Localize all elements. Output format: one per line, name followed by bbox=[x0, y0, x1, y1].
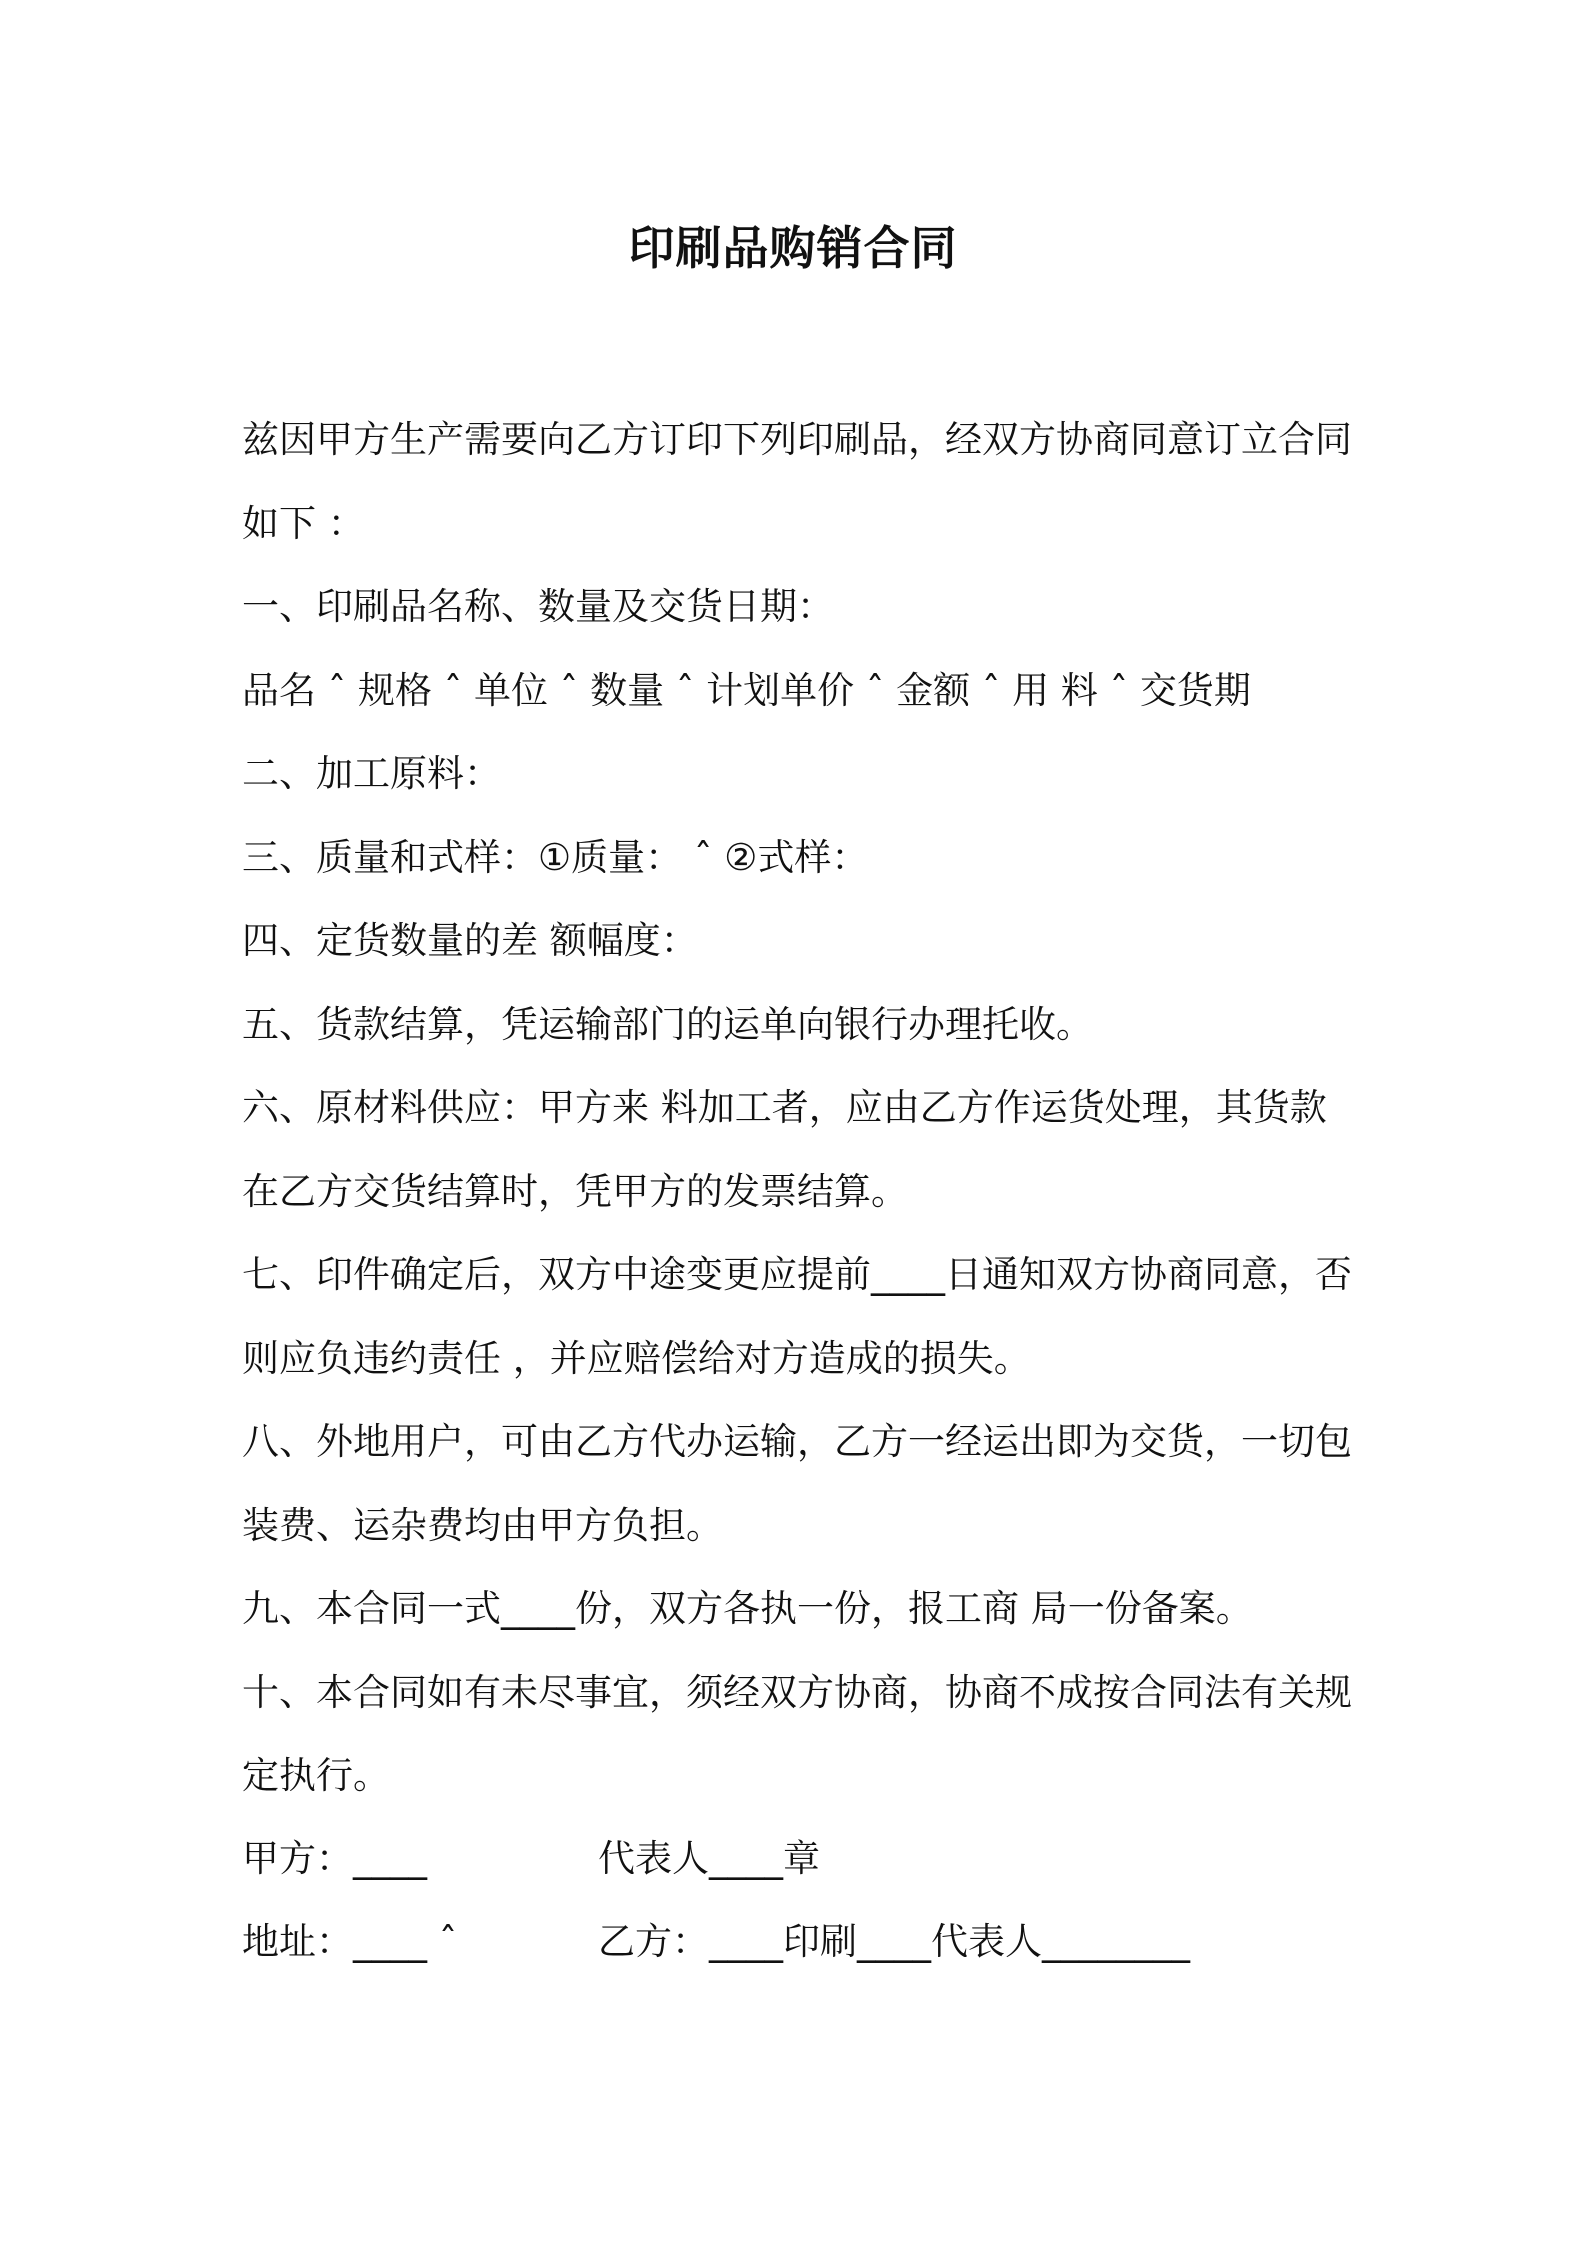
clause-4: 四、定货数量的差 额幅度： bbox=[242, 919, 698, 962]
clause-7-line-2: 则应负违约责任 ，并应赔偿给对方造成的损失。 bbox=[242, 1336, 1031, 1380]
clause-3: 三、质量和式样：①质量： ˆ ②式样： bbox=[242, 835, 869, 879]
clause-10-line-1: 十、本合同如有未尽事宜，须经双方协商，协商不成按合同法有关规 bbox=[242, 1670, 1352, 1714]
clause-1-fields: 品名 ˆ 规格 ˆ 单位 ˆ 数量 ˆ 计划单价 ˆ 金额 ˆ 用 料 ˆ 交货期 bbox=[242, 668, 1251, 712]
clause-10-line-2: 定执行。 bbox=[242, 1754, 390, 1797]
clause-9: 九、本合同一式____份，双方各执一份，报工商 局一份备案。 bbox=[242, 1587, 1253, 1630]
contract-body bbox=[242, 398, 1362, 1818]
clause-6-line-2: 在乙方交货结算时，凭甲方的发票结算。 bbox=[242, 1169, 908, 1213]
party-a-label: 甲方：____ bbox=[242, 1837, 427, 1880]
party-b-label: 乙方：____印刷____代表人________ bbox=[598, 1920, 1190, 1963]
clause-7-line-1: 七、印件确定后，双方中途变更应提前____日通知双方协商同意，否 bbox=[242, 1253, 1352, 1296]
signature-row-2 bbox=[242, 1900, 1190, 1984]
clause-8-line-1: 八、外地用户，可由乙方代办运输，乙方一经运出即为交货，一切包 bbox=[242, 1420, 1352, 1463]
clause-6-line-1: 六、原材料供应：甲方来 料加工者，应由乙方作运货处理，其货款 bbox=[242, 1086, 1327, 1129]
address-label: 地址：____ ˆ bbox=[242, 1920, 458, 1963]
clause-2: 二、加工原料： bbox=[242, 752, 501, 795]
page-title: 印刷品购销合同 bbox=[628, 221, 958, 275]
intro-line-1: 兹因甲方生产需要向乙方订印下列印刷品，经双方协商同意订立合同 bbox=[242, 418, 1352, 461]
clause-1-heading: 一、印刷品名称、数量及交货日期： bbox=[242, 585, 834, 628]
intro-line-2: 如下 ： bbox=[242, 501, 365, 545]
representative-a-label: 代表人____章 bbox=[598, 1837, 820, 1880]
signature-row-1 bbox=[242, 1817, 820, 1901]
clause-8-line-2: 装费、运杂费均由甲方负担。 bbox=[242, 1503, 723, 1547]
clause-5: 五、货款结算，凭运输部门的运单向银行办理托收。 bbox=[242, 1002, 1093, 1046]
